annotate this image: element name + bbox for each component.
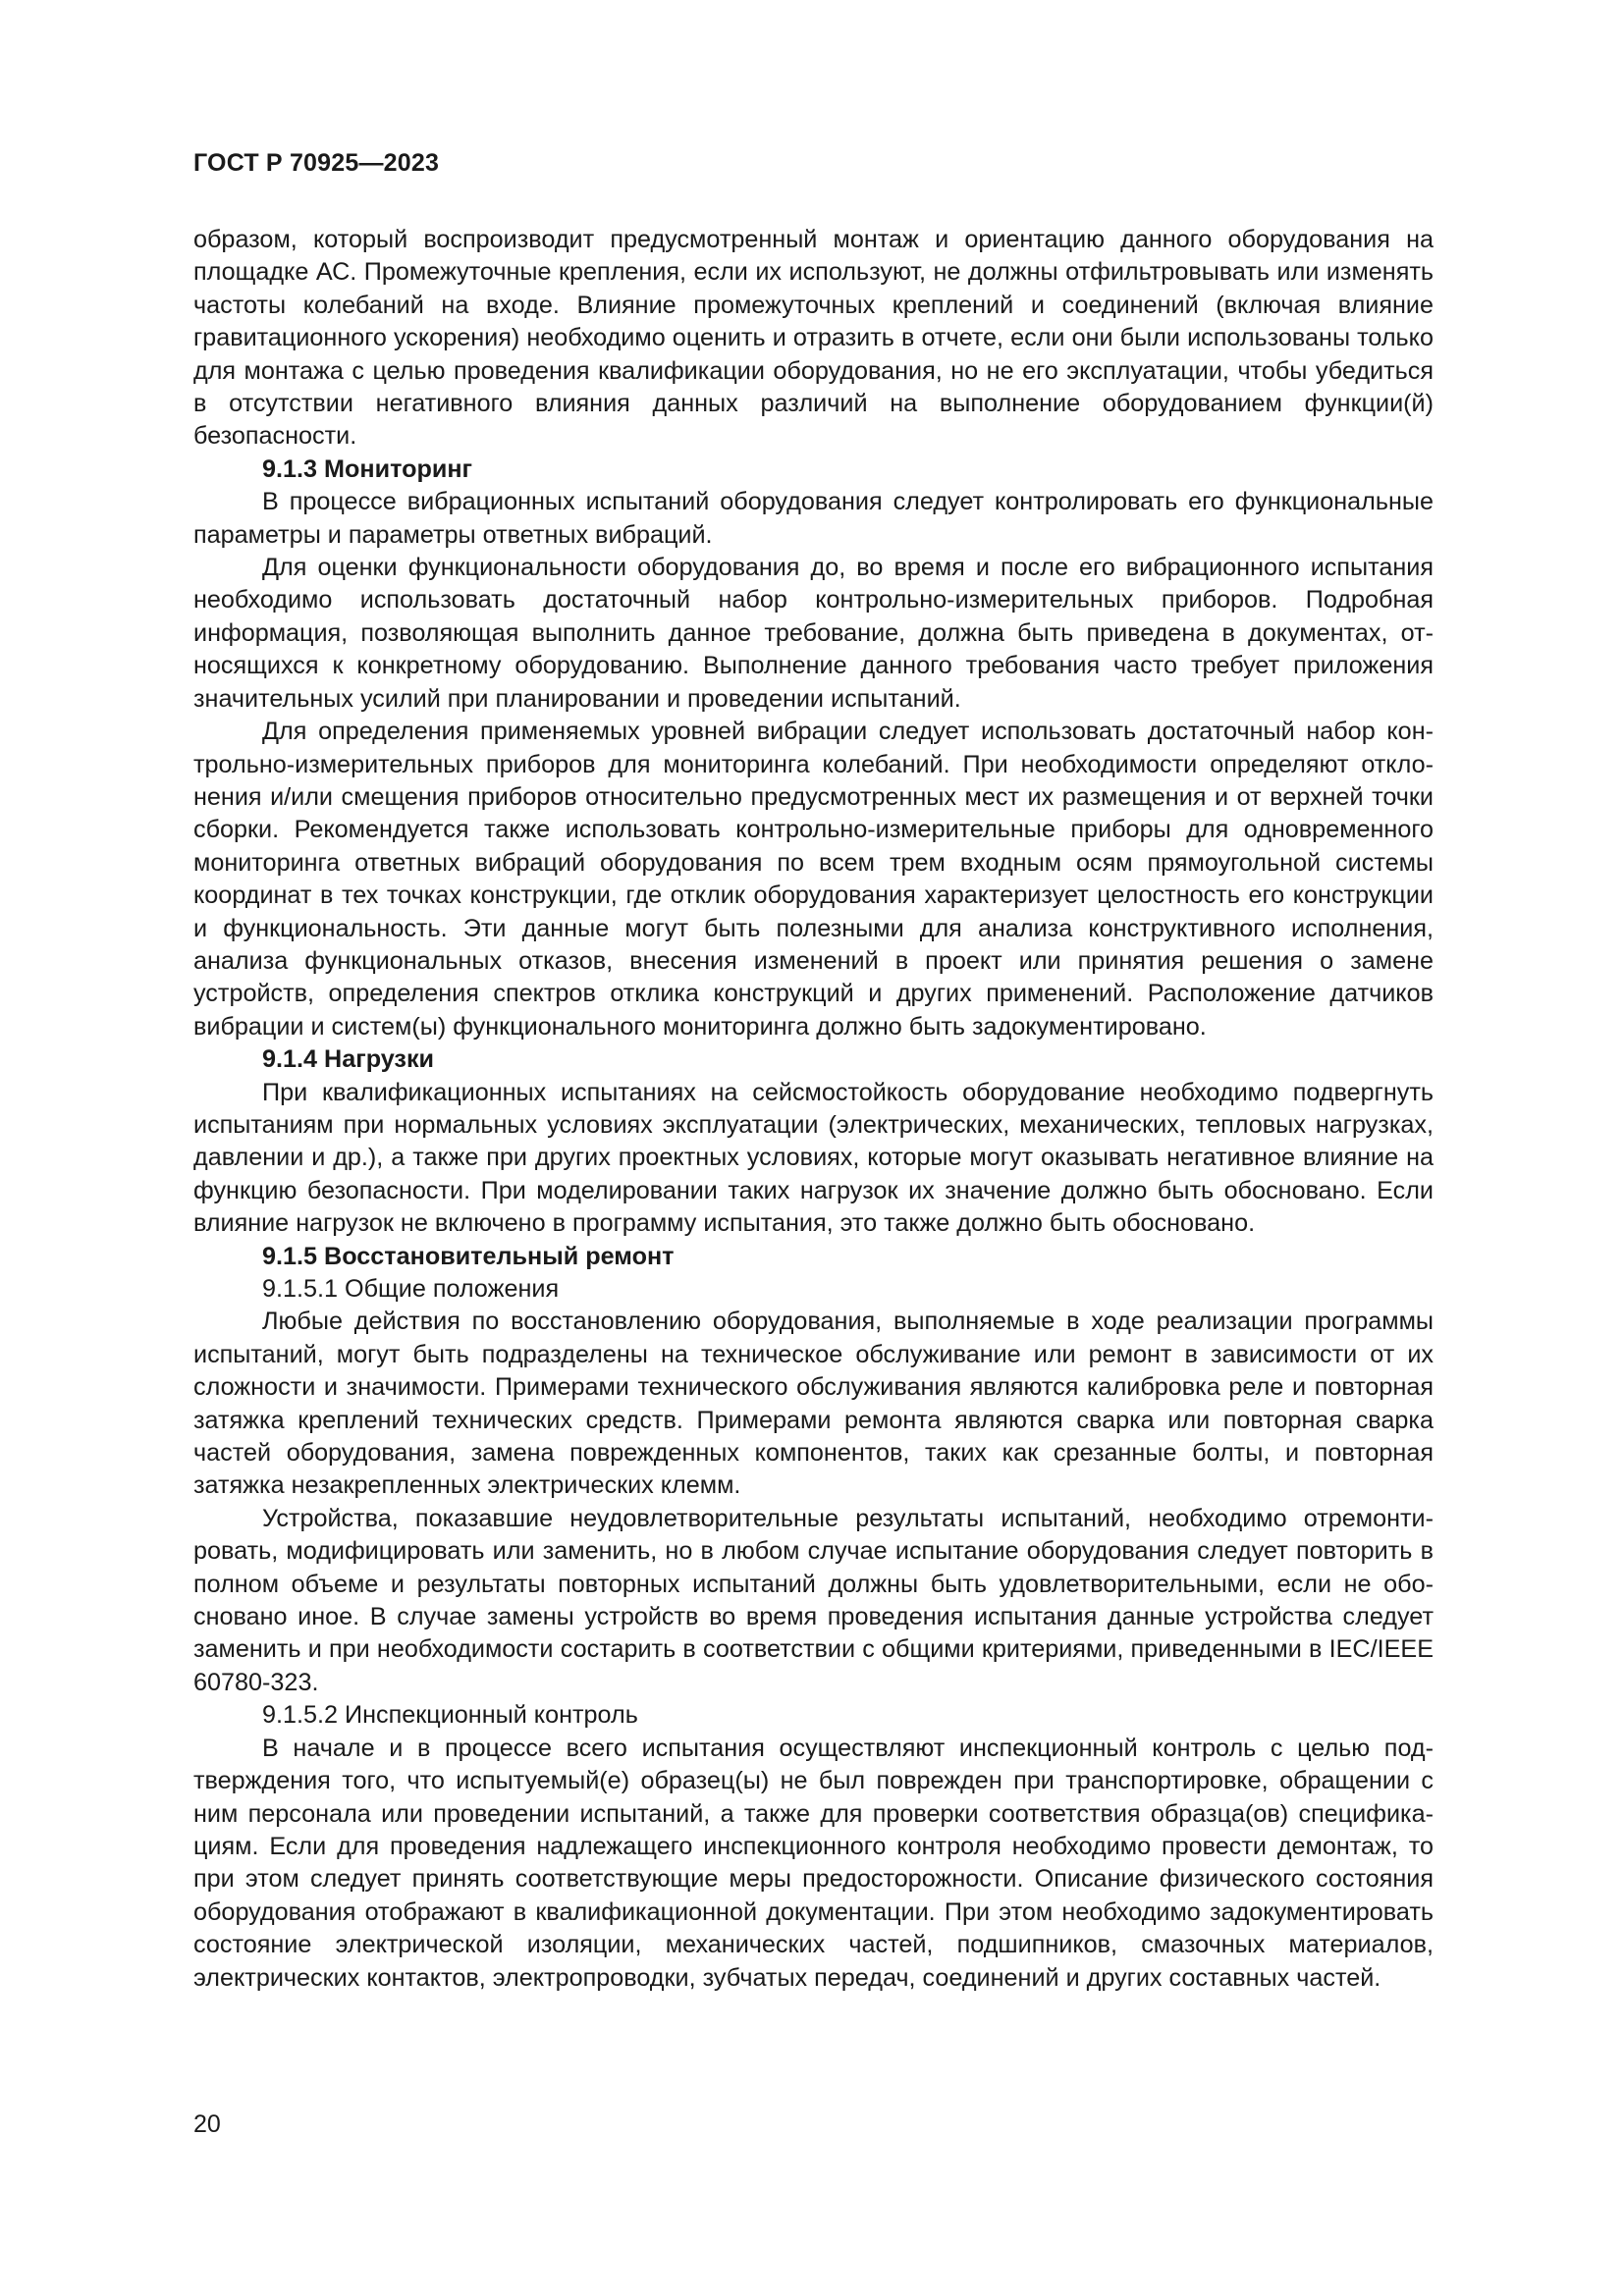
standard-id-header: ГОСТ Р 70925—2023	[193, 149, 440, 177]
paragraph-continuation: образом, который воспроизводит предусмотренный монтаж и ориентацию данного оборудования на площадке АС. Промежуточные крепления, если их используют, не должны отфильтровывать или изменять частоты колебаний на входе. Влияние промежуточных креплений и соединений (включая влияние гравитационного ускорения) необходимо оценить и отразить в отчете, если они были использованы только для монтажа с целью проведения квалификации оборудования, но не его эксплуатации, чтобы убедиться в отсутствии негативного влияния данных различий на выполнение оборудованием функции(й) безопасности.	[193, 226, 1434, 451]
paragraph: Любые действия по восстановлению оборудования, выполняемые в ходе реализации программы испытаний, могут быть подразделены на техническое обслуживание или ремонт в зависимости от их сложности и значимости. Примерами технического обслуживания являются калибровка реле и повторная затяжка креплений технических средств. Примерами ремонта являются сварка или повторная сварка частей оборудования, замена поврежденных компонентов, таких как срезанные болты, и повторная затяжка незакрепленных электрических клемм.	[193, 1308, 1434, 1500]
subsection-heading-9-1-5-1: 9.1.5.1 Общие положения	[262, 1275, 560, 1303]
paragraph: Устройства, показавшие неудовлетворительные результаты испытаний, необходимо отремонтировать, модифицировать или заменить, но в любом случае испытание оборудования следует повторить в полном объеме и результаты повторных испытаний должны быть удовлетворительными, если не обосновано иное. В случае замены устройств во время проведения испытания данные устройства следует заменить и при необходимости состарить в соответствии с общими критериями, приведенными в IEC/IEEE 60780-323.	[193, 1504, 1434, 1696]
subsection-heading-9-1-5-2: 9.1.5.2 Инспекционный контроль	[262, 1701, 638, 1730]
section-heading-9-1-5: 9.1.5 Восстановительный ремонт	[262, 1242, 675, 1270]
paragraph: Для определения применяемых уровней вибрации следует использовать достаточный набор контрольно-измерительных приборов для мониторинга колебаний. При необходимости определяют отклонения и/или смещения приборов относительно предусмотренных мест их размещения и от верхней точки сборки. Рекомендуется также использовать контрольно-измерительные приборы для одновременного мониторинга ответных вибраций оборудования по всем трем входным осям прямоугольной системы координат в тех точках конструкции, где отклик оборудования характеризует целостность его конструкции и функциональность. Эти данные могут быть полезными для анализа конструктивного исполнения, анализа функциональных отказов, внесения изменений в проект или принятия решения о замене устройств, определения спектров отклика конструкций и других применений. Расположение датчиков вибрации и систем(ы) функционального мониторинга должно быть задокументировано.	[193, 718, 1434, 1041]
section-heading-9-1-3: 9.1.3 Мониторинг	[262, 454, 473, 483]
paragraph: В процессе вибрационных испытаний оборудования следует контролировать его функциональные параметры и параметры ответных вибраций.	[193, 488, 1434, 549]
document-body	[193, 224, 1434, 1995]
paragraph: В начале и в процессе всего испытания осуществляют инспекционный контроль с целью подтверждения того, что испытуемый(е) образец(ы) не был поврежден при транспортировке, обращении с ним персонала или проведении испытаний, а также для проверки соответствия образца(ов) спецификациям. Если для проведения надлежащего инспекционного контроля необходимо провести демонтаж, то при этом следует принять соответствующие меры предосторожности. Описание физического состояния оборудования отображают в квалификационной документации. При этом необходимо задокументировать состояние электрической изоляции, механических частей, подшипников, смазочных материалов, электрических контактов, электропроводки, зубчатых передач, соединений и других составных частей.	[193, 1734, 1434, 1992]
paragraph: При квалификационных испытаниях на сейсмостойкость оборудование необходимо подвергнуть испытаниям при нормальных условиях эксплуатации (электрических, механических, тепловых нагрузках, давлении и др.), а также при других проектных условиях, которые могут оказывать негативное влияние на функцию безопасности. При моделировании таких нагрузок их значение должно быть обосновано. Если влияние нагрузок не включено в программу испытания, это также должно быть обосновано.	[193, 1078, 1434, 1238]
section-heading-9-1-4: 9.1.4 Нагрузки	[262, 1045, 435, 1074]
page-number: 20	[193, 2110, 221, 2138]
paragraph: Для оценки функциональности оборудования до, во время и после его вибрационного испытания необходимо использовать достаточный набор контрольно-измерительных приборов. Подробная информация, позволяющая выполнить данное требование, должна быть приведена в документах, относящихся к конкретному оборудованию. Выполнение данного требования часто требует приложения значительных усилий при планировании и проведении испытаний.	[193, 554, 1434, 713]
